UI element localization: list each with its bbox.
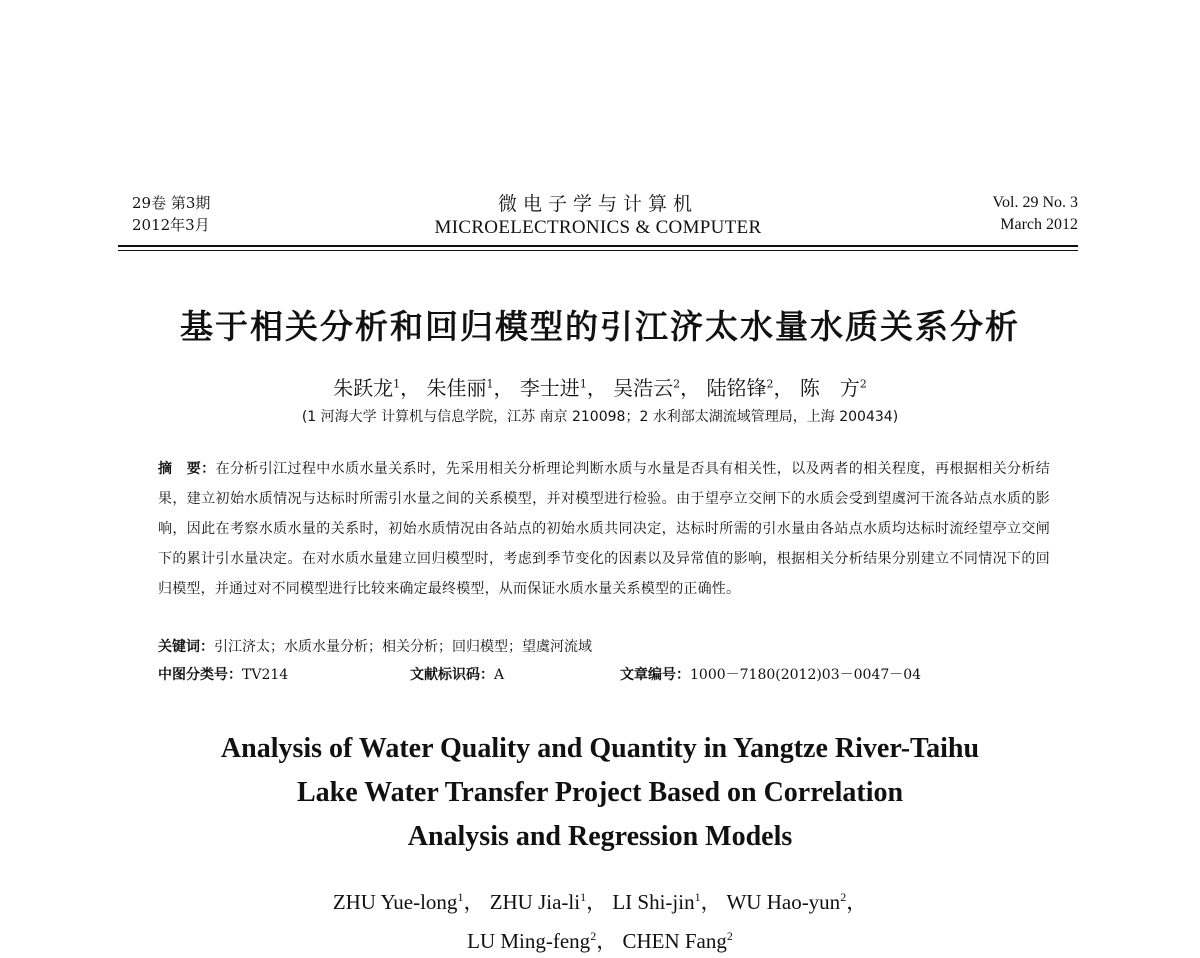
author-affiliation-mark: 2	[590, 929, 597, 943]
authors-en-line: ZHU Yue-long$^1$， ZHU Jia-$li^1$， LI Shi-jin$^1$， WU Hao-yun$^2$，	[332, 890, 868, 914]
author-affiliation-mark: 1	[580, 890, 587, 904]
header-rule-thick	[118, 245, 1078, 247]
author-name: LI Shi-jin	[612, 890, 695, 914]
author-name: WU Hao-yun	[726, 890, 841, 914]
header-center	[118, 192, 1078, 240]
author-affiliation-mark: 2	[673, 377, 681, 391]
author-name: CHEN Fang	[622, 929, 727, 953]
affiliations-cn: (1 河海大学 计算机与信息学院，江苏 南京 210098；2 水利部太湖流域管理局，上海 200434)	[301, 409, 899, 425]
author-affiliation-mark: 1	[393, 377, 401, 391]
author-affiliation-mark: 2	[726, 929, 733, 943]
author-affiliation-mark: 1	[579, 377, 587, 391]
journal-name-cn: 微电子学与计算机	[497, 193, 698, 215]
title-en-line: Analysis of Water Quality and Quantity in Yangtze River-Taihu	[220, 733, 980, 764]
clc-label: 中图分类号：	[158, 667, 242, 683]
keywords-text: 引江济太；水质水量分析；相关分析；回归模型；望虞河流域	[214, 639, 592, 655]
journal-name-en: MICROELECTRONICS & COMPUTER	[434, 217, 762, 238]
paper-title-en	[0, 727, 1200, 859]
paper-title-cn: 基于相关分析和回归模型的引江济太水量水质关系分析	[180, 307, 1020, 346]
author-name: 陈 方	[799, 376, 860, 400]
keywords-label: 关键词：	[158, 639, 214, 655]
keywords-cn	[158, 636, 592, 658]
document-code-label: 文献标识码：	[410, 667, 494, 683]
author-affiliation-mark: 2	[840, 890, 847, 904]
author-affiliation-mark: 1	[486, 377, 494, 391]
journal-header	[118, 192, 1078, 242]
author-name: 朱佳丽	[426, 376, 487, 400]
article-number-label: 文章编号：	[620, 667, 690, 683]
clc-number	[158, 664, 288, 686]
header-right	[993, 192, 1079, 236]
abstract-label: 摘 要：	[158, 461, 216, 477]
abstract-text: 在分析引江过程中水质水量关系时，先采用相关分析理论判断水质与水量是否具有相关性，以及两者的相关程度，再根据相关分析结果，建立初始水质情况与达标时所需引水量之间的关系模型，并对模型进行检验。由于望亭立交闸下的水质会受到望虞河干流各站点水质的影响，因此在考察水质水量的关系时，初始水质情况由各站点的初始水质共同决定，达标时所需的引水量由各站点水质均达标时流经望亭立交闸下的累计引水量决定。在对水质水量建立回归模型时，考虑到季节变化的因素以及异常值的影响，根据相关分析结果分别建立不同情况下的回归模型，并通过对不同模型进行比较来确定最终模型，从而保证水质水量关系模型的正确性。	[158, 461, 1050, 597]
author-name: 朱跃龙	[333, 376, 394, 400]
date-en: March 2012	[1000, 216, 1078, 233]
volume-issue-en: Vol. 29 No. 3	[992, 194, 1078, 211]
date-cn: 2012年3月	[132, 216, 210, 234]
volume-issue-cn: 29卷 第3期	[132, 194, 211, 212]
article-number	[620, 664, 921, 686]
author-name: 李士进	[519, 376, 580, 400]
article-number-value: 1000－7180(2012)03－0047－04	[690, 667, 922, 683]
clc-value: TV214	[242, 667, 289, 683]
header-rule-thin	[118, 250, 1078, 251]
authors-en-line: LU Ming-feng$^2$， CHEN Fang$^2$	[467, 929, 733, 953]
author-affiliation-mark: 1	[694, 890, 701, 904]
abstract-cn	[158, 454, 1050, 604]
author-name: 陆铭锋	[706, 376, 767, 400]
author-name: ZHU Jia-li	[489, 890, 581, 914]
author-affiliation-mark: 2	[859, 377, 867, 391]
authors-en	[0, 880, 1200, 958]
author-affiliation-mark: 1	[457, 890, 464, 904]
document-code-value: A	[494, 667, 505, 683]
title-en-line: Lake Water Transfer Project Based on Correlation	[296, 777, 904, 808]
author-name: 吴浩云	[613, 376, 674, 400]
author-name: ZHU Yue-long	[332, 890, 458, 914]
author-name: LU Ming-feng	[467, 929, 591, 953]
authors-cn: 朱跃龙$^1$， 朱佳丽$^1$， 李士进$^1$， 吴浩云$^2$， 陆铭锋$^2$， 陈 方$^2$	[333, 376, 867, 400]
classification-row	[158, 664, 1050, 688]
title-en-line: Analysis and Regression Models	[407, 821, 793, 852]
author-affiliation-mark: 2	[766, 377, 774, 391]
document-code	[410, 664, 504, 686]
